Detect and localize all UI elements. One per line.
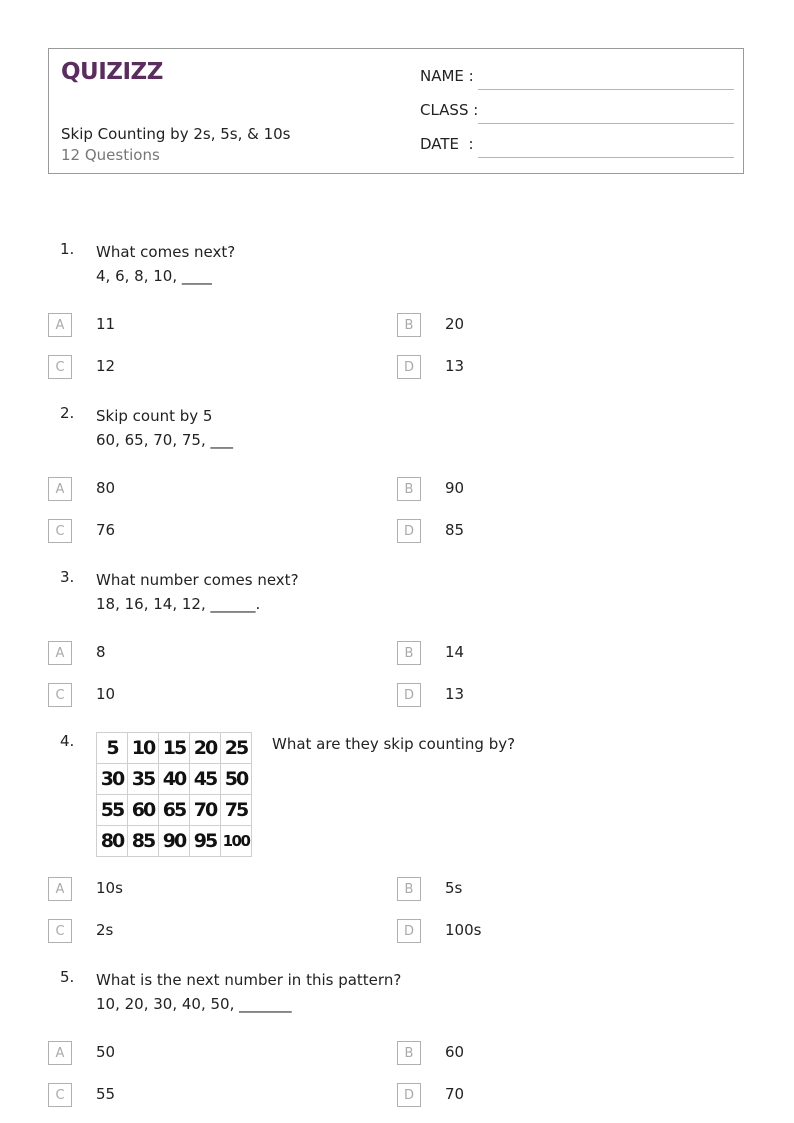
option-value: 20 [445,315,465,333]
option-value: 70 [445,1085,465,1103]
question-text: What are they skip counting by? [272,735,516,753]
option-value: 76 [96,521,116,539]
question-number: 2. [60,404,75,422]
grid-cell: 20 [190,733,221,764]
option-letter: C [48,683,72,707]
quizizz-logo: QUIZIZZ [61,59,163,85]
grid-cell: 95 [190,826,221,857]
option-letter: A [48,313,72,337]
question-text: Skip count by 5 60, 65, 70, 75, ___ [96,407,233,449]
date-label: DATE : [420,135,474,153]
option-value: 13 [445,357,465,375]
grid-cell: 30 [97,764,128,795]
option-letter: A [48,877,72,901]
question-text: What is the next number in this pattern? 10, 20, 30, 40, 50, _______ [96,971,402,1013]
grid-cell: 5 [97,733,128,764]
question-text: What comes next? 4, 6, 8, 10, ____ [96,243,236,285]
option-letter: C [48,355,72,379]
date-line [478,157,734,158]
option-value: 11 [96,315,116,333]
grid-cell: 15 [159,733,190,764]
option-value: 13 [445,685,465,703]
option-letter: A [48,1041,72,1065]
class-field[interactable] [420,101,734,125]
option-letter: C [48,1083,72,1107]
option-value: 8 [96,643,106,661]
grid-cell: 55 [97,795,128,826]
option-letter: B [397,313,421,337]
option-letter: B [397,477,421,501]
option-value: 14 [445,643,465,661]
grid-cell: 50 [221,764,252,795]
grid-cell: 35 [128,764,159,795]
name-field[interactable] [420,67,734,91]
grid-cell: 10 [128,733,159,764]
worksheet-title: Skip Counting by 2s, 5s, & 10s [61,125,291,143]
date-field[interactable] [420,135,734,159]
option-value: 5s [445,879,463,897]
question-number: 5. [60,968,75,986]
option-letter: A [48,477,72,501]
grid-row [97,764,252,795]
option-letter: D [397,355,421,379]
option-value: 50 [96,1043,116,1061]
option-letter: D [397,683,421,707]
name-label: NAME : [420,67,474,85]
question-number: 3. [60,568,75,586]
class-line [478,123,734,124]
question-count: 12 Questions [61,146,160,164]
option-value: 55 [96,1085,116,1103]
grid-row [97,826,252,857]
grid-cell: 25 [221,733,252,764]
grid-cell: 85 [128,826,159,857]
number-grid-image [96,732,252,857]
grid-row [97,795,252,826]
option-letter: B [397,1041,421,1065]
grid-cell: 65 [159,795,190,826]
option-value: 80 [96,479,116,497]
question-number: 4. [60,732,75,750]
question-number: 1. [60,240,75,258]
worksheet-header [48,48,744,174]
option-value: 10s [96,879,123,897]
option-letter: D [397,1083,421,1107]
option-letter: D [397,519,421,543]
grid-cell: 40 [159,764,190,795]
option-value: 10 [96,685,116,703]
option-letter: B [397,641,421,665]
question-text: What number comes next? 18, 16, 14, 12, ______. [96,571,299,613]
grid-cell: 80 [97,826,128,857]
option-value: 85 [445,521,465,539]
grid-cell: 45 [190,764,221,795]
grid-cell: 60 [128,795,159,826]
grid-cell: 90 [159,826,190,857]
option-letter: A [48,641,72,665]
option-value: 60 [445,1043,465,1061]
option-value: 100s [445,921,482,939]
option-letter: D [397,919,421,943]
option-letter: C [48,919,72,943]
option-letter: C [48,519,72,543]
grid-cell: 100 [221,826,252,857]
name-line [478,89,734,90]
option-letter: B [397,877,421,901]
grid-cell: 75 [221,795,252,826]
grid-row [97,733,252,764]
option-value: 2s [96,921,114,939]
class-label: CLASS : [420,101,479,119]
option-value: 90 [445,479,465,497]
option-value: 12 [96,357,116,375]
grid-cell: 70 [190,795,221,826]
